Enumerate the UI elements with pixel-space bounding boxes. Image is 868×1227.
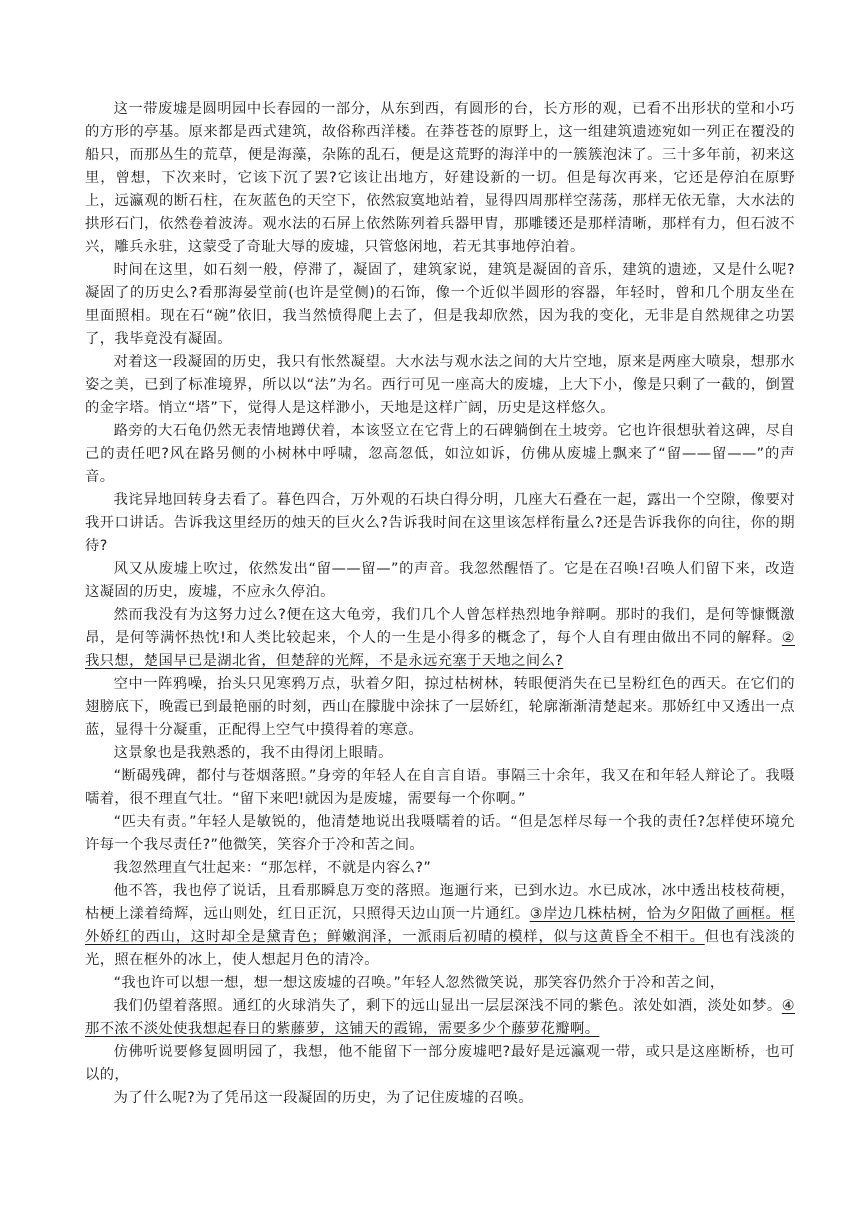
paragraph [85,765,795,811]
paragraph [85,972,795,995]
paragraph [85,673,795,742]
paragraph [85,420,795,489]
paragraph [85,558,795,604]
text-segment: 路旁的大石龟仍然无表情地蹲伏着，本该竖立在它背上的石碑躺倒在土坡旁。它也许很想驮着这碑，尽自己的责任吧?风在路另侧的小树林中呼啸，忽高忽低，如泣如诉，仿佛从废墟上飘来了“留——留——”的声音。 [85,423,795,485]
text-segment: 但也有浅淡的光，照在框外的冰上，使人想起月色的清冷。 [85,929,795,968]
text-segment: “我也许可以想一想，想一想这废墟的召唤。”年轻人忽然微笑说，那笑容仍然介于冷和苦之间， [113,975,725,991]
paragraph [85,98,795,259]
text-segment: 我诧异地回转身去看了。暮色四合，万外观的石块白得分明，几座大石叠在一起，露出一个空隙，像要对我开口讲话。告诉我这里经历的烛天的巨火么?告诉我时间在这里该怎样衔量么?还是告诉我你的向往，你的期待? [85,492,795,554]
text-segment: 对着这一段凝固的历史，我只有怅然凝望。大水法与观水法之间的大片空地，原来是两座大喷泉，想那水姿之美，已到了标准境界，所以以“法”为名。西行可见一座高大的废墟，上大下小，像是只剩了一截的，倒置的金字塔。悄立“塔”下，觉得人是这样渺小，天地是这样广阔，历史是这样悠久。 [85,354,795,416]
text-segment: 仿佛听说要修复圆明园了，我想，他不能留下一部分废墟吧?最好是远瀛观一带，或只是这座断桥，也可以的， [85,1044,795,1083]
paragraph [85,995,795,1041]
text-segment: 这景象也是我熟悉的，我不由得闭上眼睛。 [113,745,393,761]
text-segment: “匹夫有责。”年轻人是敏锐的，他清楚地说出我嗫嚅着的话。“但是怎样尽每一个我的责任?怎样使环境允许每一个我尽责任?”他微笑，笑容介于冷和苦之间。 [85,814,795,853]
paragraph [85,857,795,880]
text-segment: 我忽然理直气壮起来：“那怎样，不就是内容么?” [113,860,432,876]
text-segment: 风又从废墟上吹过，依然发出“留——留—”的声音。我忽然醒悟了。它是在召唤!召唤人们留下来，改造这凝固的历史，废墟，不应永久停泊。 [85,561,795,600]
text-segment: 然而我没有为这努力过么?便在这大龟旁，我们几个人曾怎样热烈地争辩啊。那时的我们，是何等慷慨激昂，是何等满怀热忱!和人类比较起来，个人的一生是小得多的概念了，每个人自有理由做出不同的解释。 [85,607,795,646]
paragraph [85,259,795,351]
paragraph [85,1087,795,1110]
article-body [85,98,795,1110]
text-segment: 为了什么呢?为了凭吊这一段凝固的历史，为了记住废墟的召唤。 [113,1090,534,1106]
underlined-sentence: ④那不浓不淡处使我想起春日的紫藤萝，这铺天的霞锦，需要多少个藤萝花瓣啊。 [85,998,795,1037]
text-segment: “断碣残碑，都付与苍烟落照。”身旁的年轻人在自言自语。事隔三十余年，我又在和年轻人辩论了。我嗫嚅着，很不理直气壮。“留下来吧!就因为是废墟，需要每一个你啊。” [85,768,795,807]
text-segment: 空中一阵鸦噪，抬头只见寒鸦万点，驮着夕阳，掠过枯树林，转眼便消失在已呈粉红色的西天。在它们的翅膀底下，晚霞已到最艳丽的时刻，西山在朦胧中涂抹了一层娇红，轮廓渐渐清楚起来。那娇红中又透出一点蓝，显得十分凝重，正配得上空气中摸得着的寒意。 [85,676,795,738]
paragraph [85,742,795,765]
paragraph [85,489,795,558]
underlined-sentence: ②我只想，楚国早已是湖北省，但楚辞的光辉，不是永远充塞于天地之间么? [85,630,795,669]
text-segment: 我们仍望着落照。通红的火球消失了，剩下的远山显出一层层深浅不同的紫色。浓处如酒，淡处如梦。 [113,998,782,1014]
text-segment: 时间在这里，如石刻一般，停滞了，凝固了，建筑家说，建筑是凝固的音乐，建筑的遗迹，又是什么呢?凝固了的历史么?看那海晏堂前(也许是堂侧)的石饰，像一个近似半圆形的容器，年轻时，曾和几个朋友坐在里面照相。现在石“碗”依旧，我当然愤得爬上去了，但是我却欣然，因为我的变化，无非是自然规律之功罢了，我毕竟没有凝固。 [85,262,795,347]
text-segment: 这一带废墟是圆明园中长春园的一部分，从东到西，有圆形的台，长方形的观，已看不出形状的堂和小巧的方形的亭基。原来都是西式建筑，故俗称西洋楼。在莽苍苍的原野上，这一组建筑遗迹宛如一列正在覆没的船只，而那丛生的荒草，便是海藻，杂陈的乱石，便是这荒野的海洋中的一簇簇泡沫了。三十多年前，初来这里，曾想，下次来时，它该下沉了罢?它该让出地方，好建设新的一切。但是每次再来，它还是停泊在原野上，远瀛观的断石柱，在灰蓝色的天空下，依然寂寞地站着，显得四周那样空荡荡，那样无依无靠，大水法的拱形石门，依然卷着波涛。观水法的石屏上依然陈列着兵器甲胄，那雕镂还是那样清晰，那样有力，但石波不兴，雕兵永驻，这蒙受了奇耻大辱的废墟，只管悠闲地，若无其事地停泊着。 [85,101,795,255]
paragraph [85,604,795,673]
paragraph [85,351,795,420]
paragraph [85,811,795,857]
paragraph [85,880,795,972]
underlined-sentence: ③岸边几株枯树，恰为夕阳做了画框。框外娇红的西山，这时却全是黛青色；鲜嫩润泽，一派雨后初晴的模样，似与这黄昏全不相干。 [85,906,796,945]
text-segment: 他不答，我也停了说话，且看那瞬息万变的落照。迤逦行来，已到水边。水已成冰，冰中透出枝枝荷梗，枯梗上漾着绮辉，远山则处，红日正沉，只照得天边山顶一片通红。 [85,883,795,922]
paragraph [85,1041,795,1087]
